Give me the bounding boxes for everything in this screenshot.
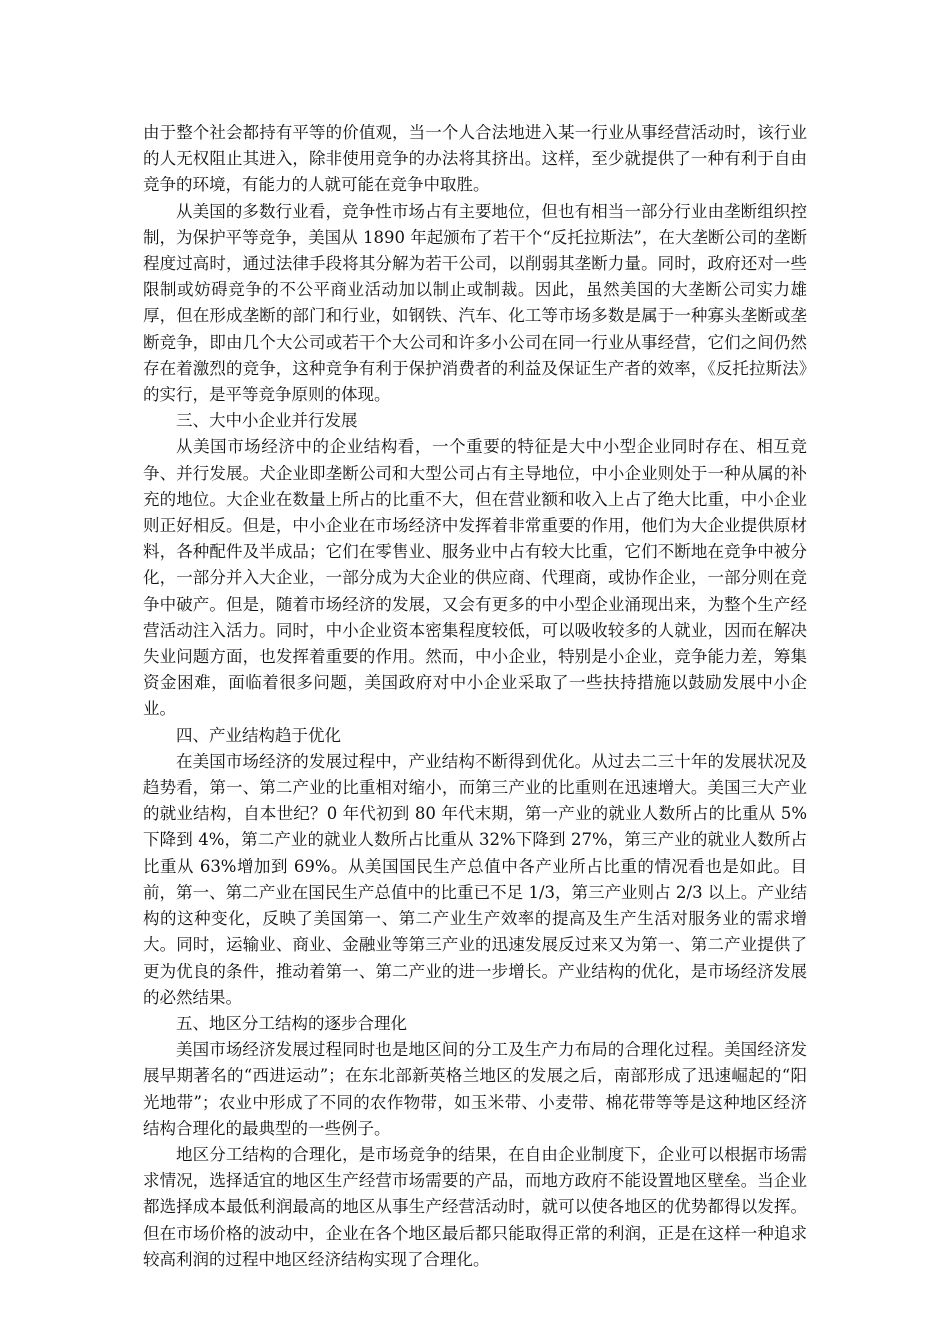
paragraph-continuation: 由于整个社会都持有平等的价值观，当一个人合法地进入某一行业从事经营活动时，该行业的人无权阻止其进入，除非使用竞争的办法将其挤出。这样，至少就提供了一种有利于自由竞争的环境，有能力的人就可能在竞争中取胜。 [143, 123, 807, 195]
document-page [143, 120, 807, 1273]
section-heading-4: 四、产业结构趋于优化 [176, 725, 341, 745]
paragraph-enterprise-structure: 从美国市场经济中的企业结构看，一个重要的特征是大中小型企业同时存在、相互竞争、并行发展。犬企业即垄断公司和大型公司占有主导地位，中小企业则处于一种从属的补充的地位。大企业在数量上所占的比重不大，但在营业额和收入上占了绝大比重，中小企业则正好相反。但是，中小企业在市场经济中发挥着非常重要的作用，他们为大企业提供原材料，各种配件及半成品；它们在零售业、服务业中占有较大比重，它们不断地在竞争中被分化，一部分并入大企业，一部分成为大企业的供应商、代理商，或协作企业，一部分则在竞争中破产。但是，随着市场经济的发展，又会有更多的中小型企业涌现出来，为整个生产经营活动注入活力。同时，中小企业资本密集程度较低，可以吸收较多的人就业，因而在解决失业问题方面，也发挥着重要的作用。然而，中小企业，特别是小企业，竞争能力差，筹集资金困难，面临着很多问题，美国政府对中小企业采取了一些扶持措施以鼓励发展中小企业。 [143, 437, 807, 719]
paragraph-antitrust: 从美国的多数行业看，竞争性市场占有主要地位，但也有相当一部分行业由垄断组织控制，为保护平等竞争，美国从 1890 年起颁布了若干个“反托拉斯法”，在大垄断公司的垄断程度过高时，通过法律手段将其分解为若干公司，以削弱其垄断力量。同时，政府还对一些限制或妨碍竞争的不公平商业活动加以制止或制裁。因此，虽然美国的大垄断公司实力雄厚，但在形成垄断的部门和行业，如钢铁、汽车、化工等市场多数是属于一种寡头垄断或垄断竞争，即由几个大公司或若干个大公司和许多小公司在同一行业从事经营，它们之间仍然存在着激烈的竞争，这种竞争有利于保护消费者的利益及保证生产者的效率，《反托拉斯法》的实行，是平等竞争原则的体现。 [143, 201, 807, 405]
section-heading-3: 三、大中小企业并行发展 [176, 411, 358, 431]
section-heading-5: 五、地区分工结构的逐步合理化 [176, 1013, 407, 1033]
paragraph-industry-structure: 在美国市场经济的发展过程中，产业结构不断得到优化。从过去二三十年的发展状况及趋势看，第一、第二产业的比重相对缩小，而第三产业的比重则在迅速增大。美国三大产业的就业结构，自本世纪？0 年代初到 80 年代末期，第一产业的就业人数所占的比重从 5%下降到 4%，第二产业的就业人数所占比重从 32%下降到 27%，第三产业的就业人数所占比重从 63%增加到 69%。从美国国民生产总值中各产业所占比重的情况看也是如此。目前，第一、第二产业在国民生产总值中的比重已不足 1/3，第三产业则占 2/3 以上。产业结构的这种变化，反映了美国第一、第二产业生产效率的提高及生产生活对服务业的需求增大。同时，运输业、商业、金融业等第三产业的迅速发展反过来又为第一、第二产业提供了更为优良的条件，推动着第一、第二产业的进一步增长。产业结构的优化，是市场经济发展的必然结果。 [143, 751, 807, 1007]
paragraph-regional-rationalization: 地区分工结构的合理化，是市场竞争的结果，在自由企业制度下，企业可以根据市场需求情况，选择适宜的地区生产经营市场需要的产品，而地方政府不能设置地区壁垒。当企业都选择成本最低利润最高的地区从事生产经营活动时，就可以使各地区的优势都得以发挥。但在市场价格的波动中，企业在各个地区最后都只能取得正常的利润，正是在这样一种追求较高利润的过程中地区经济结构实现了合理化。 [143, 1144, 807, 1269]
paragraph-regional-division: 美国市场经济发展过程同时也是地区间的分工及生产力布局的合理化过程。美国经济发展早期著名的“西进运动”；在东北部新英格兰地区的发展之后，南部形成了迅速崛起的“阳光地带”；农业中形成了不同的农作物带，如玉米带、小麦带、棉花带等等是这种地区经济结构合理化的最典型的一些例子。 [143, 1040, 807, 1138]
